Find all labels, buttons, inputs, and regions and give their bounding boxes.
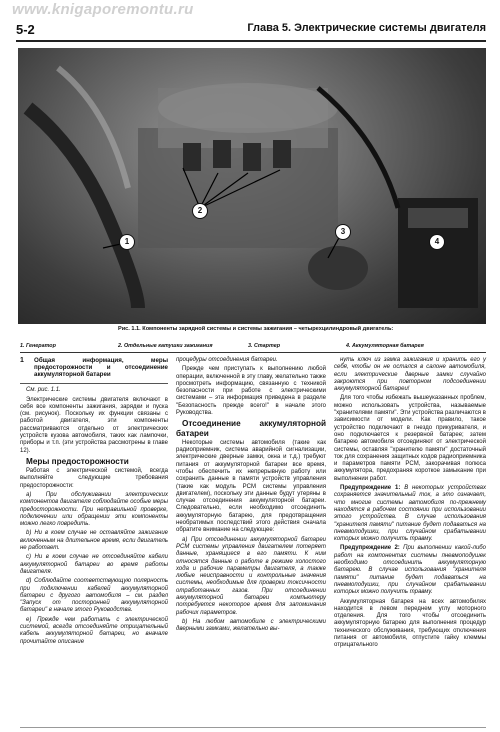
chapter-title: Глава 5. Электрические системы двигателя — [247, 22, 486, 34]
legend-item-1: 1. Генератор — [20, 343, 56, 349]
legend-item-3: 3. Стартер — [248, 343, 280, 349]
list-item-e: e) Прежде чем работать с электрической системой, всегда отсоединяйте отрицательный кабель аккумуляторной батареи, но вначале прочитайте описание — [20, 616, 168, 645]
figure-legend — [20, 343, 486, 352]
figure-caption — [118, 326, 488, 333]
paragraph: процедуры отсоединения батареи. — [176, 357, 278, 363]
callout-1: 1 — [119, 234, 135, 250]
list-item-a: а) При обслуживании электрических компонентов двигателя соблюдайте особые меры предосторожности. При неправильной проверке, подключении или обращении эти компоненты можно легко повредить. — [20, 491, 168, 528]
column-1 — [20, 357, 168, 648]
section-rule — [20, 383, 168, 384]
warning-2-text: При выполнении какой-либо работ на компонентах системы пневмоподушек необходимо отсоединить аккумуляторную батарею. В случае использования "хранителя памяти" питание будет подаваться на пневмоподушки, при случайном срабатывании которых можно получить травму. — [334, 545, 487, 596]
watermark: www.knigaporemontu.ru — [12, 1, 194, 18]
column-3 — [334, 357, 486, 652]
section-heading — [20, 357, 168, 379]
figure-caption-label: Рис. 1.1. — [118, 326, 141, 332]
figure-caption-text: Компоненты зарядной системы и системы зажигания – четырехцилиндровый двигатель: — [142, 326, 394, 332]
page-number: 5-2 — [16, 22, 35, 37]
paragraph: Некоторые системы автомобиля (такие как радиоприемник, система аварийной сигнализации, электрические дверные замки, окна и т.д.) требуют питания от аккумуляторной батареи все время, чтобы обеспечить их непрерывную работу или сохранить данные в памяти устройств управления (такие как модуль PCM системы управления двигателем), поскольку эти данные будут утеряны в случае отсоединения аккумуляторной батареи. Следовательно, если необходимо отсоединить аккумуляторную батарею, для предотвращения необратимых последствий этого действия сначала обратите внимание на следующее: — [176, 439, 326, 534]
paragraph: Для того чтобы избежать вышеуказанных проблем, можно использовать устройства, называемые "хранителями памяти". Эти устройства различаются в зависимости от модели. Как правило, такое устройство подключают в гнездо прикуривателя, и оно подключается к резервной батарее; затем батарею автомобиля отсоединяют от электрической системы, оставляя "хранителю памяти" достаточный ток для сохранения защитных кодов радиоприемника и параметров памяти PCM, закорачивая полюса аккумулятора, предохраняя короткое замыкание при выполнении работ. — [334, 395, 486, 482]
paragraph: нуть ключ из замка зажигания и хранить его у себя, чтобы он не остался в салоне автомобиля, если электрические дверные замки случайно закроются при повторном подсоединении аккумуляторной батареи! — [334, 357, 486, 393]
section-number: 1 — [20, 357, 24, 364]
callout-3: 3 — [335, 224, 351, 240]
list-item-b: b) На любом автомобиле с электрическими дверными замками, желательно вы- — [176, 618, 326, 633]
warning-2-label: Предупреждение 2: — [340, 545, 400, 552]
list-item-c: c) Ни в коем случае не отсоединяйте кабели аккумуляторной батареи во время работы двигателя. — [20, 554, 168, 575]
warning-1 — [334, 485, 486, 543]
paragraph: Электрические системы двигателя включают в себя все компоненты зажигания, зарядки и пуска (см. рисунок). Поскольку их функции связаны с работой двигателя, эти компоненты рассматриваются отдельно от электрических устройств кузова автомобиля, таких как лампочки, приборы и т.п. (эти устройства рассмотрены в главе 12). — [20, 396, 168, 454]
warning-1-text: В некоторых устройствах сохраняется значительный ток, а это означает, что многие системы автомобиля по-прежнему находятся в рабочем состоянии при использовании этого устройства. В случае использования "хранителя памяти" питание будет подаваться на пневмоподушки, при случайном срабатывании которых можно получить травму. — [334, 485, 486, 543]
page-header — [16, 18, 486, 40]
warning-1-label: Предупреждение 1: — [340, 485, 401, 492]
list-item-d: d) Соблюдайте соответствующую полярность при подключении кабелей аккумуляторной батареи с другого автомобиля – см. раздел "Запуск от посторонней аккумуляторной батареи" в начале этого Руководства. — [20, 578, 168, 614]
header-rule — [16, 40, 486, 42]
callout-4: 4 — [429, 234, 445, 250]
engine-photo — [18, 48, 486, 324]
engine-illustration — [18, 48, 486, 324]
paragraph: Прежде чем приступать к выполнению любой операции, включенной в эту главу, желательно также просмотреть информацию, связанную с техникой безопасности при работе с электрическими системами – эта информация приведена в разделе "Безопасность прежде всего!" в начале этого Руководства. — [176, 366, 326, 417]
legend-rule — [20, 352, 486, 353]
paragraph: Аккумуляторная батарея на всех автомобилях находится в левом переднем углу моторного отделения. Для того чтобы отсоединить аккумуляторную батарею для выполнения процедур технического обслуживания, требующих отключения питания от автомобиля, отпустите гайку клеммы отрицательного — [334, 598, 486, 649]
see-figure: См. рис. 1.1. — [26, 387, 61, 394]
paragraph: Работая с электрической системой, всегда выполняйте следующие требования предосторожности: — [20, 468, 168, 489]
warning-2 — [334, 545, 486, 596]
legend-item-4: 4. Аккумуляторная батарея — [346, 343, 424, 349]
footer-rule — [20, 727, 486, 728]
legend-item-2: 2. Отдельные катушки зажигания — [118, 343, 213, 349]
callout-2: 2 — [192, 203, 208, 219]
list-item-a: а) При отсоединении аккумуляторной батареи PCM системы управления двигателем потеряет данные, хранящиеся в его памяти. К ним относятся данные о работе в режиме холостого хода и рабочие параметры двигателя, а также любые неисправности и контрольные значения системы, необходимые для проверки токсичности отработанных газов. При отсоединении аккумуляторной батареи компьютеру потребуется некоторое время для запоминания рабочих параметров. — [176, 536, 326, 616]
subheading-safety: Меры предосторожности — [26, 456, 129, 466]
section-title: Общая информация, меры предосторожности и отсоединение аккумуляторной батареи — [34, 357, 168, 379]
list-item-b: b) Ни в коем случае не оставляйте зажигание включенным на длительное время, если двигатель не работает. — [20, 530, 168, 552]
column-2 — [176, 357, 326, 636]
subheading-disconnect: Отсоединение аккумуляторной батареи — [176, 419, 326, 438]
